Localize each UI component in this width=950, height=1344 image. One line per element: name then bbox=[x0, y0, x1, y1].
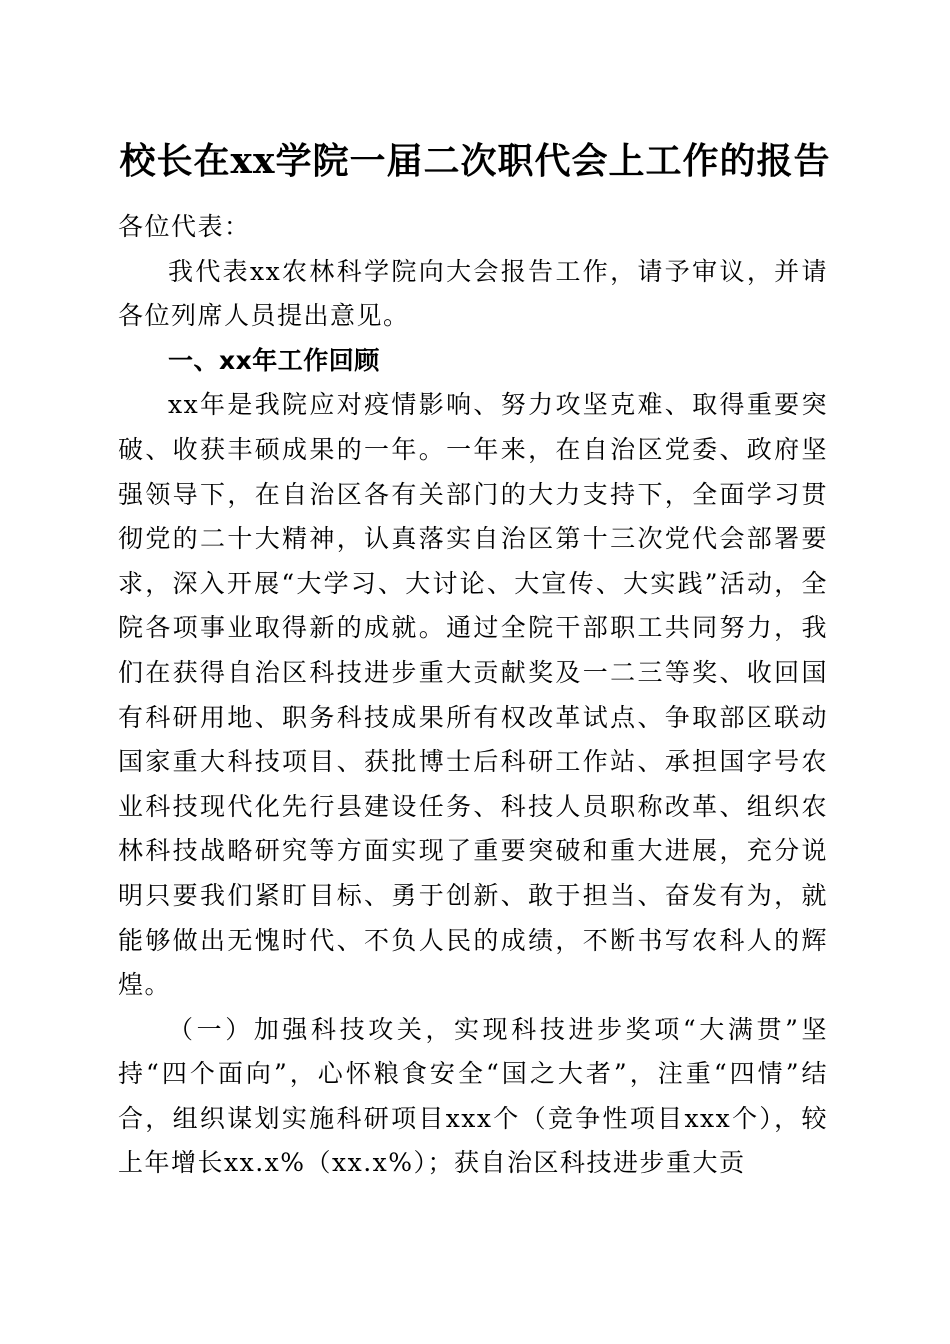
subsection-paragraph: （一）加强科技攻关，实现科技进步奖项“大满贯”坚持“四个面向”，心怀粮食安全“国之大者”，注重“四情”结合，组织谋划实施科研项目xxx个（竞争性项目xxx个），较上年增长xx.x%（xx.x%）；获自治区科技进步重大贡 bbox=[118, 1014, 828, 1178]
intro-paragraph: 我代表xx农林科学院向大会报告工作，请予审议，并请各位列席人员提出意见。 bbox=[118, 256, 828, 331]
salutation: 各位代表： bbox=[118, 212, 251, 241]
section-heading: 一、xx年工作回顾 bbox=[168, 345, 380, 375]
document-body bbox=[118, 205, 828, 1186]
document-title: 校长在xx学院一届二次职代会上工作的报告 bbox=[119, 140, 831, 182]
review-paragraph: xx年是我院应对疫情影响、努力攻坚克难、取得重要突破、收获丰硕成果的一年。一年来，在自治区党委、政府坚强领导下，在自治区各有关部门的大力支持下，全面学习贯彻党的二十大精神，认真落实自治区第十三次党代会部署要求，深入开展“大学习、大讨论、大宣传、大实践”活动，全院各项事业取得新的成就。通过全院干部职工共同努力，我们在获得自治区科技进步重大贡献奖及一二三等奖、收回国有科研用地、职务科技成果所有权改革试点、争取部区联动国家重大科技项目、获批博士后科研工作站、承担国字号农业科技现代化先行县建设任务、科技人员职称改革、组织农林科技战略研究等方面实现了重要突破和重大进展，充分说明只要我们紧盯目标、勇于创新、敢于担当、奋发有为，就能够做出无愧时代、不负人民的成绩，不断书写农科人的辉煌。 bbox=[118, 390, 828, 1000]
